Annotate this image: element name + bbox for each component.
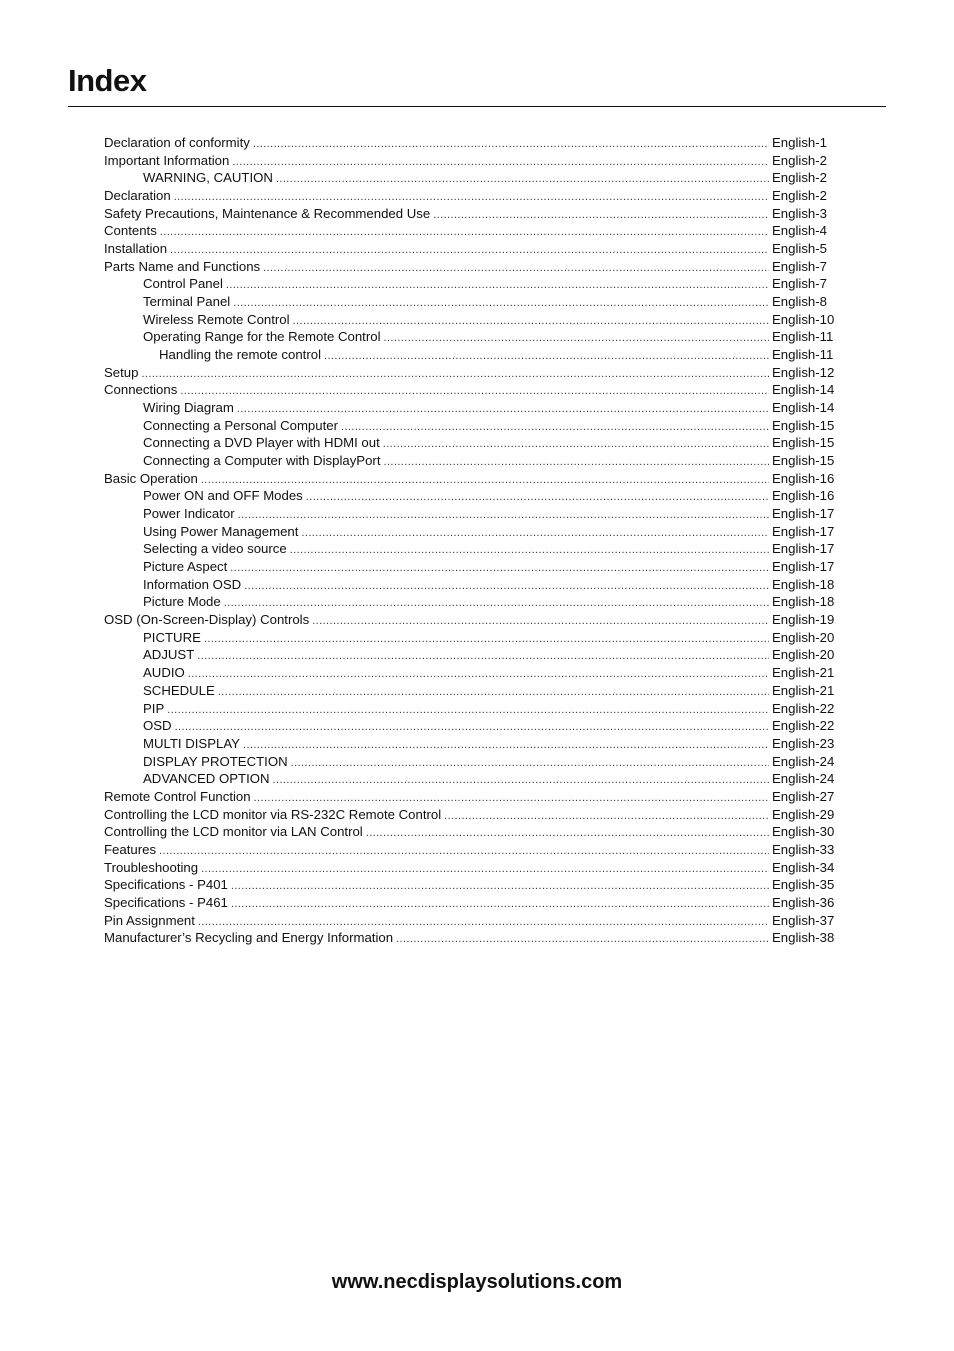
index-entry[interactable] (104, 187, 841, 205)
index-entry[interactable] (104, 346, 841, 364)
index-entry-label: Wiring Diagram (143, 400, 234, 416)
dot-leader (230, 560, 769, 576)
index-entry-page: English-19 (772, 612, 835, 628)
index-entry-page: English-11 (772, 347, 834, 363)
index-entry-label: Information OSD (143, 576, 242, 592)
index-entry[interactable] (104, 381, 841, 399)
dot-leader (243, 737, 769, 753)
index-entry-page: English-3 (772, 205, 827, 221)
index-entry-page: English-33 (772, 841, 835, 857)
dot-leader (290, 542, 769, 558)
index-entry-page: English-2 (772, 170, 827, 186)
index-entry-page: English-20 (772, 629, 835, 645)
dot-leader (384, 454, 770, 470)
index-entry[interactable] (104, 629, 841, 647)
index-entry[interactable] (104, 364, 841, 382)
index-entry-label: Controlling the LCD monitor via RS-232C Remote Control (104, 806, 442, 822)
index-entry-label: SCHEDULE (143, 682, 215, 698)
index-entry-label: Operating Range for the Remote Control (143, 329, 381, 345)
index-entry[interactable] (104, 593, 841, 611)
index-entry-page: English-8 (772, 294, 827, 310)
dot-leader (237, 401, 769, 417)
index-entry[interactable] (104, 611, 841, 629)
dot-leader (341, 419, 769, 435)
index-entry[interactable] (104, 134, 841, 152)
dot-leader (238, 507, 769, 523)
index-entry-label: Parts Name and Functions (104, 258, 261, 274)
dot-leader (224, 595, 769, 611)
index-entry-page: English-15 (772, 417, 835, 433)
index-entry-label: Declaration (104, 188, 171, 204)
index-entry[interactable] (104, 399, 841, 417)
index-entry-label: Specifications - P401 (104, 877, 228, 893)
dot-leader (231, 878, 769, 894)
dot-leader (301, 525, 769, 541)
index-entry[interactable] (104, 806, 841, 824)
index-entry-label: Troubleshooting (104, 859, 199, 875)
dot-leader (141, 366, 769, 382)
index-entry[interactable] (104, 841, 841, 859)
index-entry[interactable] (104, 275, 841, 293)
index-entry[interactable] (104, 417, 841, 435)
index-entry[interactable] (104, 735, 841, 753)
dot-leader (180, 383, 769, 399)
dot-leader (276, 171, 769, 187)
dot-leader (170, 242, 769, 258)
index-entry-page: English-4 (772, 223, 827, 239)
index-entry[interactable] (104, 770, 841, 788)
dot-leader (312, 613, 769, 629)
title-divider (68, 106, 886, 107)
index-entry-page: English-16 (772, 488, 835, 504)
dot-leader (383, 436, 769, 452)
index-entry-page: English-21 (772, 682, 835, 698)
index-entry-label: PICTURE (143, 629, 201, 645)
index-entry-label: OSD (143, 718, 172, 734)
index-entry[interactable] (104, 929, 841, 947)
index-entry-page: English-30 (772, 824, 835, 840)
index-entry-label: Pin Assignment (104, 912, 195, 928)
index-entry-label: Picture Aspect (143, 559, 228, 575)
index-entry-page: English-22 (772, 700, 835, 716)
index-entry-page: English-2 (772, 188, 827, 204)
index-entry[interactable] (104, 470, 841, 488)
index-entry[interactable] (104, 894, 841, 912)
dot-leader (384, 330, 769, 346)
dot-leader (306, 489, 769, 505)
index-entry-page: English-29 (772, 806, 835, 822)
index-entry-page: English-16 (772, 470, 835, 486)
index-entry[interactable] (104, 540, 841, 558)
index-entry-label: Declaration of conformity (104, 135, 250, 150)
dot-leader (273, 772, 769, 788)
dot-leader (167, 702, 769, 718)
index-entry[interactable] (104, 311, 841, 329)
dot-leader (244, 578, 769, 594)
index-entry[interactable] (104, 664, 841, 682)
index-entry-page: English-18 (772, 594, 835, 610)
index-entry[interactable] (104, 523, 841, 541)
dot-leader (324, 348, 769, 364)
index-entry-label: Safety Precautions, Maintenance & Recommended Use (104, 205, 431, 221)
index-entry[interactable] (104, 753, 841, 771)
dot-leader (291, 755, 769, 771)
index-entry[interactable] (104, 576, 841, 594)
index-entry-page: English-18 (772, 576, 835, 592)
index-entry-label: ADJUST (143, 647, 195, 663)
page-title: Index (68, 63, 147, 98)
dot-leader (197, 648, 769, 664)
index-entry-page: English-17 (772, 559, 835, 575)
index-entry-page: English-1 (772, 135, 827, 150)
index-entry-page: English-37 (772, 912, 835, 928)
index-entry-label: OSD (On-Screen-Display) Controls (104, 612, 310, 628)
index-entry-label: Manufacturer’s Recycling and Energy Information (104, 930, 394, 946)
index-entry-label: Using Power Management (143, 523, 299, 539)
dot-leader (253, 136, 769, 152)
index-entry-page: English-34 (772, 859, 835, 875)
dot-leader (433, 207, 769, 223)
index-entry[interactable] (104, 169, 841, 187)
index-entry[interactable] (104, 293, 841, 311)
index-entry-label: ADVANCED OPTION (143, 771, 270, 787)
index-entry-label: Power ON and OFF Modes (143, 488, 303, 504)
index-entry-label: MULTI DISPLAY (143, 735, 240, 751)
index-entry-label: Specifications - P461 (104, 894, 228, 910)
index-entry[interactable] (104, 152, 841, 170)
index-entry-label: Picture Mode (143, 594, 221, 610)
index-entry-page: English-27 (772, 788, 835, 804)
index-entry-page: English-20 (772, 647, 835, 663)
index-entry-label: AUDIO (143, 665, 185, 681)
dot-leader (231, 896, 769, 912)
index-entry-page: English-7 (772, 258, 827, 274)
index-entry-page: English-24 (772, 771, 835, 787)
dot-leader (366, 825, 769, 841)
index-entry-page: English-14 (772, 382, 835, 398)
index-entry[interactable] (104, 823, 841, 841)
index-entry[interactable] (104, 205, 841, 223)
dot-leader (160, 224, 769, 240)
index-entry-label: Contents (104, 223, 157, 239)
dot-leader (233, 295, 769, 311)
index-entry-label: Remote Control Function (104, 788, 251, 804)
index-entry-label: PIP (143, 700, 165, 716)
index-entry-label: Features (104, 841, 157, 857)
index-entry[interactable] (104, 700, 841, 718)
index-entry-page: English-36 (772, 894, 835, 910)
index-entry-page: English-24 (772, 753, 835, 769)
index-entry[interactable] (104, 258, 841, 276)
index-entry-page: English-17 (772, 523, 835, 539)
index-entry-label: Important Information (104, 152, 230, 168)
footer-website-url[interactable]: www.necdisplaysolutions.com (331, 1271, 623, 1293)
dot-leader (232, 154, 769, 170)
index-entry-label: Connecting a DVD Player with HDMI out (143, 435, 380, 451)
index-entry-label: Basic Operation (104, 470, 198, 486)
index-entry-label: Installation (104, 241, 168, 257)
index-entry-label: Controlling the LCD monitor via LAN Control (104, 824, 363, 840)
index-entry-page: English-15 (772, 435, 835, 451)
dot-leader (444, 808, 769, 824)
index-entry[interactable] (104, 452, 841, 470)
dot-leader (159, 843, 769, 859)
index-entry[interactable] (104, 240, 841, 258)
index-entry[interactable] (104, 222, 841, 240)
index-entry-label: Terminal Panel (143, 294, 231, 310)
dot-leader (175, 719, 769, 735)
index-entry-label: Power Indicator (143, 506, 235, 522)
dot-leader (396, 931, 769, 947)
index-entry-label: Connecting a Computer with DisplayPort (143, 453, 381, 469)
index-entry-label: Connections (104, 382, 178, 398)
index-entry[interactable] (104, 876, 841, 894)
index-entry-page: English-21 (772, 665, 835, 681)
index-entry-page: English-38 (772, 930, 835, 946)
dot-leader (226, 277, 769, 293)
index-entry-label: Setup (104, 364, 139, 380)
index-entry-label: Wireless Remote Control (143, 311, 290, 327)
index-entry[interactable] (104, 859, 841, 877)
index-entry-page: English-14 (772, 400, 835, 416)
index-entry-page: English-35 (772, 877, 835, 893)
index-entry-label: Connecting a Personal Computer (143, 417, 338, 433)
index-list (104, 134, 841, 947)
index-entry[interactable] (104, 505, 841, 523)
dot-leader (198, 914, 769, 930)
index-entry[interactable] (104, 682, 841, 700)
index-entry[interactable] (104, 788, 841, 806)
index-entry-page: English-7 (772, 276, 827, 292)
dot-leader (201, 472, 769, 488)
index-entry[interactable] (104, 912, 841, 930)
dot-leader (174, 189, 769, 205)
index-entry-page: English-12 (772, 364, 835, 380)
index-entry-label: WARNING, CAUTION (143, 170, 273, 186)
index-entry[interactable] (104, 434, 841, 452)
index-entry[interactable] (104, 717, 841, 735)
dot-leader (293, 313, 769, 329)
index-entry[interactable] (104, 487, 841, 505)
dot-leader (254, 790, 769, 806)
index-entry-label: Selecting a video source (143, 541, 287, 557)
index-entry[interactable] (104, 646, 841, 664)
index-entry-page: English-11 (772, 329, 834, 345)
index-entry-page: English-22 (772, 718, 835, 734)
index-entry-label: Control Panel (143, 276, 223, 292)
index-entry-page: English-23 (772, 735, 835, 751)
index-entry-label: Handling the remote control (159, 347, 322, 363)
index-entry-page: English-5 (772, 241, 827, 257)
index-entry-label: DISPLAY PROTECTION (143, 753, 288, 769)
index-entry-page: English-2 (772, 152, 827, 168)
index-entry-page: English-17 (772, 541, 835, 557)
index-entry[interactable] (104, 558, 841, 576)
index-entry-page: English-15 (772, 453, 835, 469)
index-entry-page: English-17 (772, 506, 835, 522)
index-entry[interactable] (104, 328, 841, 346)
dot-leader (263, 260, 769, 276)
dot-leader (204, 631, 769, 647)
dot-leader (201, 861, 769, 877)
dot-leader (218, 684, 769, 700)
index-entry-page: English-10 (772, 311, 835, 327)
dot-leader (188, 666, 769, 682)
